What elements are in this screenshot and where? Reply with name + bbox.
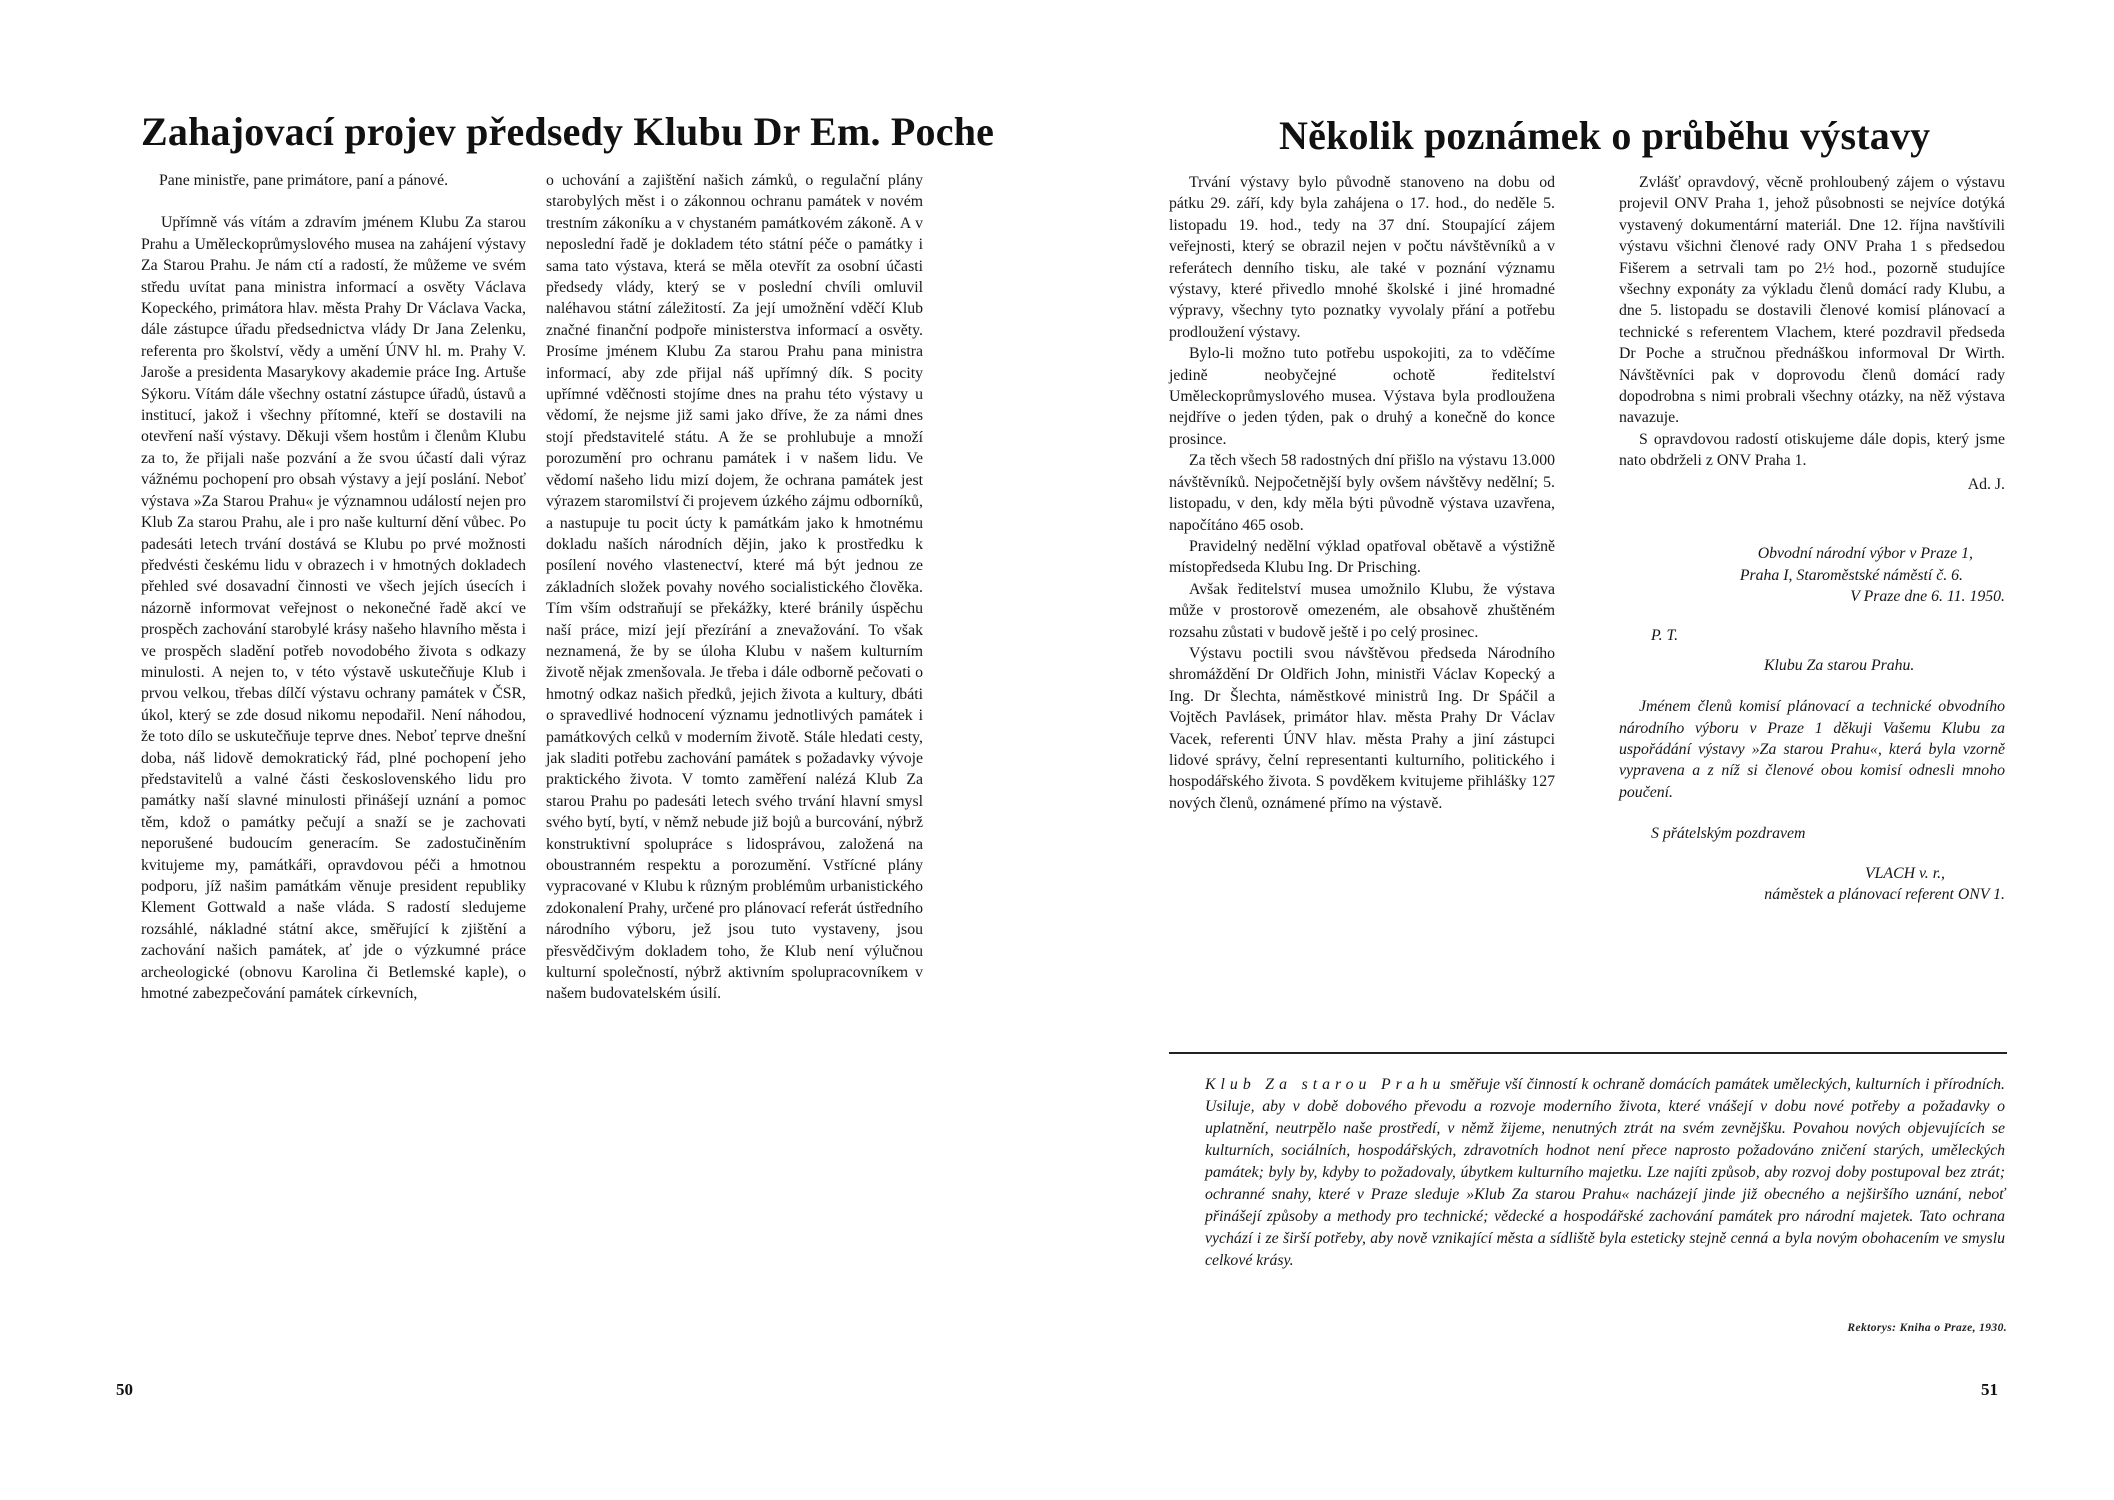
report-paragraph: Trvání výstavy bylo původně stanoveno na dobu od pátku 29. září, kdy byla zahájena o 17. hod., do neděle 5. listopadu 19. hod., tedy na 37 dní. Stoupající zájem veřejnosti, který se obrazil nejen v počtu návštěvníků a v referátech denního tisku, ale také v poznání významu výstavy, které přivedlo mnohé školské i jiné hromadné výpravy, všechny tyto poznatky vyvolaly přání a potřebu prodloužení výstavy.	[1169, 174, 1555, 341]
report-paragraph: Výstavu poctili svou návštěvou předseda Národního shromáždění Dr Oldřich John, ministři Václav Kopecký a Ing. Dr Šlechta, náměstkové ministrů Ing. Dr Spáčil a Vojtěch Pavlásek, primátor hlav. města Prahy Dr Václav Vacek, referenti ÚNV hlav. města Prahy a jiní zástupci lidové správy, čelní representanti kulturního, politického i hospodářského života. S povděkem kvitujeme přihlášky 127 nových členů, oznámené přímo na výstavě.	[1169, 644, 1555, 812]
right-page	[1057, 0, 2114, 1500]
quoted-letter	[1619, 543, 2005, 905]
report-paragraph: Pravidelný nedělní výklad opatřoval obětavě a výstižně místopředseda Klubu Ing. Dr Prisching.	[1169, 537, 1555, 577]
letter-addressee: Klubu Za starou Prahu.	[1764, 656, 1915, 674]
salutation: Pane ministře, pane primátore, paní a pánové.	[159, 172, 449, 189]
report-paragraph: Zvlášť opravdový, věcně prohloubený zájem o výstavu projevil ONV Praha 1, jehož působnosti se nejvíce dotýká vystavený dokumentární materiál. Dne 12. října navštívili výstavu všichni členové rady ONV Praha 1 s předsedou Fišerem a setrvali tam po 2½ hod., pozorně studujíce všechny exponáty za výkladu členů domácí rady Klubu, a dne 5. listopadu se dostavili členové komisí plánovací a technické s referentem Vlachem, které pozdravil předseda Dr Poche a stručnou přednáškou informoval Dr Wirth. Návštěvníci pak v doprovodu členů domácí rady dopodrobna s nimi probrali všechny otázky, na něž výstava navazuje.	[1619, 174, 2005, 427]
right-column-1	[1169, 172, 1555, 814]
quote-lead: Klub Za starou Prahu	[1205, 1076, 1446, 1093]
left-page-title: Zahajovací projev předsedy Klubu Dr Em. Poche	[141, 109, 995, 154]
letter-signer: VLACH v. r.,	[1864, 864, 1945, 882]
sender-line-2: Praha I, Staroměstské náměstí č. 6.	[1739, 566, 1963, 584]
report-paragraph: S opravdovou radostí otiskujeme dále dopis, který jsme nato obdrželi z ONV Praha 1.	[1619, 430, 2005, 470]
report-paragraph: Avšak ředitelství musea umožnilo Klubu, že výstava může v prostorově omezeném, ale obsahově zhuštěném rozsahu zůstati v budově ještě i po celý prosinec.	[1169, 580, 1555, 641]
report-paragraph: Bylo-li možno tuto potřebu uspokojiti, za to vděčíme jedině neobyčejné ochotě ředitelství Uměleckoprůmyslového musea. Výstava byla prodloužena nejdříve o jeden týden, pak o druhý a konečně do konce prosince.	[1169, 345, 1555, 448]
right-column-2	[1619, 172, 2005, 905]
speech-continuation: o uchování a zajištění našich zámků, o regulační plány starobylých měst i o zákonnou ochranu památek v novém trestním zákoníku a v chystaném památkovém zákoně. A v neposlední řadě je dokladem této státní péče o památky i sama tato výstava, která se měla otevřít za osobní účasti předsedy vlády, který se v poslední chvíli omluvil naléhavou státní záležitostí. Za její umožnění vděčí Klub značné finanční podpoře ministerstva informací a osvěty. Prosíme jménem Klubu Za starou Prahu pana ministra informací, aby zde přijal náš upřímný dík. S pocity upřímné vděčnosti stojíme dnes na prahu této výstavy u vědomí, že nejsme již sami jako dříve, že za námi dnes stojí představitelé státu. A že se prohlubuje a množí porozumění pro ochranu památek i v našem lidu. Ve vědomí našeho lidu mizí dojem, že ochrana památek jest výrazem staromilství či projevem úzkého zájmu odborníků, a nastupuje tu pocit úcty k památkám jako k hmotnému dokladu naších národních dějin, jako k prostředku k posílení nového vlastenectví, které má být jednou ze základních složek povahy nového socialistického člověka. Tím vším odstraňují se překážky, které bránily úspěchu naší práce, mizí její přezírání a znevažování. To však neznamená, že by se úloha Klubu v našem kulturním životě nějak zmenšovala. Je třeba i dále odborně pečovati o hmotný odkaz našich předků, jejich života a kultury, dbáti o spravedlivé hodnocení významu jednotlivých památek i památkových celků v moderním životě. Stále hledati cesty, jak sladiti potřebu zachování památek s požadavky vývoje praktického života. V tomto zaměření nalézá Klub Za starou Prahu po padesáti letech svého trvání hlavní smysl svého bytí, bytí, v němž nebude již bojů a burcování, nýbrž konstruktivní spolupráce s lidosprávou, založená na oboustranném respektu a porozumění. Vstřícné plány vypracované v Klubu k různým problémům urbanistického zdokonalení Prahy, určené pro plánovací referát ústředního národního výboru, jež jsou tuto vystaveny, jsou přesvědčivým dokladem toho, že Klub není výlučnou kulturní společností, nýbrž aktivním spolupracovníkem v našem budovatelském úsilí.	[546, 172, 923, 1003]
quote-text	[1169, 1074, 2007, 1272]
club-quote	[1169, 1074, 2007, 1272]
left-column-2	[546, 170, 923, 1005]
quote-source: Rektorys: Kniha o Praze, 1930.	[1847, 1322, 2007, 1334]
speech-paragraph: Upřímně vás vítám a zdravím jménem Klubu Za starou Prahu a Uměleckoprůmyslového musea na zahájení výstavy Za Starou Prahu. Je nám ctí a radostí, že můžeme ve svém středu uvítat pana ministra informací a osvěty Václava Kopeckého, primátora hlav. města Prahy Dr Václava Vacka, dále zástupce úřadu předsednictva vlády Dr Jana Zelenku, referenta pro školství, vědy a umění ÚNV hl. m. Prahy V. Jaroše a presidenta Masarykovy akademie práce Ing. Artuše Sýkoru. Vítám dále všechny ostatní zástupce úřadů, ústavů a institucí, jakož i všechny přítomné, kteří se dostavili na otevření naší výstavy. Děkuji všem hostům i členům Klubu za to, že přijali naše pozvání a že svou účastí dali výraz vážnému pochopení pro obsah výstavy a její poslání. Neboť výstava »Za Starou Prahu« je významnou událostí nejen pro Klub Za starou Prahu, ale i pro naše kulturní dění vůbec. Po padesáti letech trvání dostává se Klubu po prvé možnosti předvésti českému lidu v obrazech i v hmotných dokladech přehled své dosavadní činnosti ve všech jejích úsecích i názorně informovat veřejnost o nekonečné řadě akcí ve prospěch zachování starobylé krásy našeho hlavního města i ve prospěch sladění potřeb novodobého života s odkazy minulosti. A nejen to, v této výstavě uskutečňuje Klub i prvou velkou, třebas dílčí výstavu ochrany památek v ČSR, úkol, který se zde dosud nikomu nepodařil. Není náhodou, že toto dílo se uskutečňuje teprve dnes. Neboť teprve dnešní doba, náš lidově demokratický řád, plné pochopení jeho představitelů a valné části československého lidu pro památky naší slavné minulosti přinášejí uznání a pomoc těm, kdož o památky pečují a snaží se je zachovati neporušené budoucím generacím. Se zadostučiněním kvitujeme my, památkáři, opravdovou péči a hmotnou podporu, jíž našim památkám věnuje president republiky Klement Gottwald a naše vláda. S radostí sledujeme rozsáhlé, nákladné státní akce, směřující k zjištění a zachování našich památek, ať jde o výzkumné práce archeologické (obnovu Karolina či Betlemské kaple), o hmotné zabezpečování památek církevních,	[141, 214, 526, 1003]
letter-greeting: S přátelským pozdravem	[1651, 825, 1806, 843]
letter-body: Jménem členů komisí plánovací a technické obvodního národního výboru v Praze 1 děkuji Vašemu Klubu za uspořádání výstavy »Za starou Prahu«, která byla vzorně vypravena a z níž si členové obou komisí odnesli mnoho poučení.	[1619, 698, 2005, 801]
report-paragraph: Za těch všech 58 radostných dní přišlo na výstavu 13.000 návštěvníků. Nejpočetnější byly ovšem návštěvy nedělní; 5. listopadu, v den, kdy měla býti původně výstava uzavřena, napočítáno 465 osob.	[1169, 452, 1555, 534]
letter-sender	[1619, 543, 2005, 607]
right-page-title: Několik poznámek o průběhu výstavy	[1279, 113, 1931, 158]
author-initials: Ad. J.	[1967, 475, 2005, 493]
page-number-right: 51	[1981, 1380, 1998, 1399]
letter-signer-role: náměstek a plánovací referent ONV 1.	[1764, 885, 2005, 903]
sender-line-1: Obvodní národní výbor v Praze 1,	[1757, 545, 1973, 563]
quote-body: směřuje vší činností k ochraně domácích památek uměleckých, kulturních i přírodních. Usiluje, aby v době dobového převodu a rozvoje moderního života, které vnášejí v dobu nové potřeby a požadavky o uplatnění, neutrpělo naše prostředí, v němž žijeme, nenutných ztrát na svém zevnějšku. Povahou nových objevujících se kulturních, sociálních, hospodářských, zdravotních hodnot není přece naprosto požadováno zničení starých, uměleckých památek; byly by, kdyby to požadovaly, úbytkem kulturního majetku. Lze najíti způsob, aby rozvoj doby postupoval bez ztrát; ochranné snahy, které v Praze sleduje »Klub Za starou Prahu« nacházejí jinde již obecného a nejširšího uznání, neboť přinášejí způsoby a methody pro technické; vědecké a hospodářské zachování památek pro národní majetek. Tato ochrana vychází i ze širší potřeby, aby nově vznikající města a sídliště byla esteticky stejně cenná a byla novým obohacením ve smyslu celkové krásy.	[1205, 1076, 2005, 1269]
letter-date: V Praze dne 6. 11. 1950.	[1850, 587, 2005, 605]
page-number-left: 50	[116, 1380, 133, 1399]
left-column-1	[141, 170, 526, 1004]
letter-pt: P. T.	[1651, 627, 1679, 645]
section-divider	[1169, 1052, 2007, 1054]
